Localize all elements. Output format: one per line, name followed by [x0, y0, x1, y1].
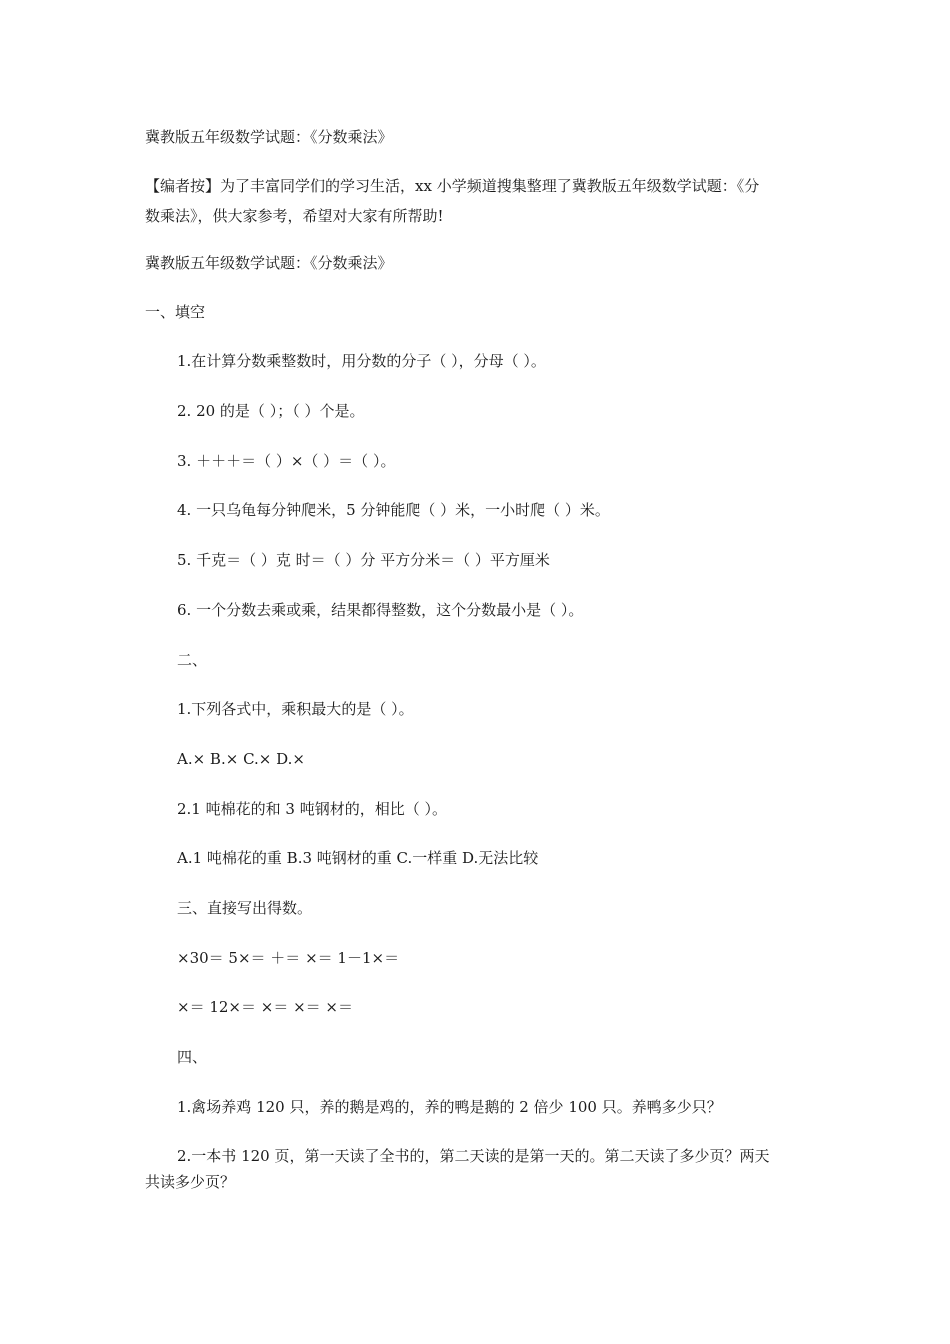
question-1-2: 2. 20 的是（ ）；（ ）个是。: [177, 402, 365, 420]
intro-paragraph-line-2: 数乘法》，供大家参考，希望对大家有所帮助!: [145, 207, 444, 225]
document-title-repeat: 冀教版五年级数学试题：《分数乘法》: [145, 254, 393, 272]
section-heading-4: 四、: [177, 1048, 208, 1066]
question-2-1: 1.下列各式中，乘积最大的是（ ）。: [177, 700, 414, 718]
calculation-row-2: ×＝ 12×＝ ×＝ ×＝ ×＝: [177, 998, 354, 1016]
question-4-2-line-1: 2.一本书 120 页，第一天读了全书的，第二天读的是第一天的。第二天读了多少页？两天: [177, 1147, 770, 1165]
section-heading-3: 三、直接写出得数。: [177, 899, 313, 917]
calculation-row-1: ×30＝ 5×＝ ＋＝ ×＝ 1－1×＝: [177, 949, 400, 967]
intro-paragraph-line-1: 【编者按】为了丰富同学们的学习生活，xx 小学频道搜集整理了冀教版五年级数学试题：《分: [145, 177, 760, 195]
question-2-1-options: A.× B.× C.× D.×: [177, 750, 305, 768]
document-title: 冀教版五年级数学试题：《分数乘法》: [145, 128, 393, 146]
question-1-5: 5. 千克＝（ ）克 时＝（ ）分 平方分米＝（ ）平方厘米: [177, 551, 550, 569]
question-1-6: 6. 一个分数去乘或乘，结果都得整数，这个分数最小是（ ）。: [177, 601, 584, 619]
question-1-3: 3. ＋＋＋＝（ ）×（ ）＝（ ）。: [177, 452, 396, 470]
question-1-1: 1.在计算分数乘整数时，用分数的分子（ ），分母（ ）。: [177, 352, 546, 370]
question-4-1: 1.禽场养鸡 120 只，养的鹅是鸡的，养的鸭是鹅的 2 倍少 100 只。养鸭多少只？: [177, 1098, 722, 1116]
question-2-2: 2.1 吨棉花的和 3 吨钢材的，相比（ ）。: [177, 800, 447, 818]
question-2-2-options: A.1 吨棉花的重 B.3 吨钢材的重 C.一样重 D.无法比较: [177, 849, 539, 867]
question-4-2-line-2: 共读多少页？: [145, 1173, 236, 1191]
question-1-4: 4. 一只乌龟每分钟爬米，5 分钟能爬（ ）米，一小时爬（ ）米。: [177, 501, 610, 519]
section-heading-1: 一、填空: [145, 303, 206, 321]
section-heading-2: 二、: [177, 651, 208, 669]
